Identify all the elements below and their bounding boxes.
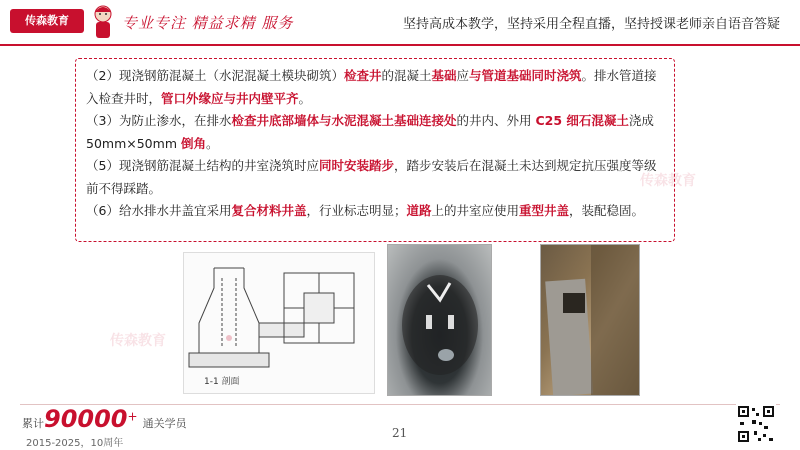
brand-logo — [10, 9, 84, 33]
highlight-text: 检查井 — [343, 68, 382, 83]
body-text: ，行业标志明显； — [306, 203, 407, 218]
qr-code-icon[interactable] — [736, 404, 776, 444]
header-tagline: 坚持高成本教学，坚持采用全程直播，坚持授课老师亲自语音答疑 — [402, 17, 780, 32]
anniversary-text: 2015-2025，10周年 — [26, 438, 124, 449]
header-bar — [0, 0, 800, 46]
drawing-caption: 1-1 剖面 — [204, 377, 240, 387]
body-text: 的混凝土 — [381, 68, 432, 83]
body-text: 的井内、外用 — [456, 113, 536, 128]
highlight-text: 同时安装踏步 — [318, 158, 394, 173]
body-text: 。 — [205, 135, 219, 151]
body-text: （5）现浇钢筋混凝土结构的井室浇筑时应 — [86, 158, 319, 173]
student-stats — [22, 405, 187, 433]
highlight-text: 检查井底部墙体与水泥混凝土基础连接处 — [231, 113, 457, 128]
highlight-text: 管口外缘应与井内壁平齐 — [161, 90, 299, 106]
body-text: 。 — [298, 90, 312, 106]
body-text: （3）为防止渗水，在排水 — [86, 113, 232, 128]
body-text: 上的井室应使用 — [431, 203, 520, 218]
body-text: 应 — [456, 68, 470, 83]
highlight-text: 道路 — [406, 203, 432, 218]
trench-pipe-photo — [540, 244, 640, 396]
highlight-text: 基础 — [431, 68, 457, 83]
paragraph-5 — [86, 155, 664, 200]
highlight-text: 倒角 — [180, 135, 206, 151]
stats-count: 90000 — [44, 405, 128, 433]
highlight-text: C25 细石混凝土 — [535, 113, 629, 128]
paragraph-6 — [86, 200, 664, 223]
watermark-logo: 传森教育 — [110, 333, 166, 349]
watermark-logo: 传森教育 — [640, 173, 696, 189]
body-text: ，踏步安装后在混凝土未达到规定抗压强度等级前不得踩踏。 — [86, 158, 657, 196]
manhole-section-drawing — [183, 252, 375, 394]
body-text: 。排水管道接入检查井时， — [86, 68, 657, 106]
stats-suffix: 通关学员 — [142, 417, 187, 430]
highlight-text: 重型井盖 — [519, 203, 570, 218]
stats-plus: + — [127, 409, 138, 424]
content-box — [75, 58, 675, 242]
body-text: ，装配稳固。 — [569, 203, 645, 218]
paragraph-2 — [86, 65, 664, 110]
stats-prefix: 累计 — [22, 417, 44, 430]
body-text: 浇成50mm×50mm — [86, 113, 654, 151]
paragraph-3 — [86, 110, 664, 155]
highlight-text: 复合材料井盖 — [231, 203, 307, 218]
mascot-icon — [88, 4, 118, 40]
body-text: （2）现浇钢筋混凝土（水泥混凝土模块砌筑） — [86, 68, 344, 83]
brand-slogan: 专业专注 精益求精 服务 — [122, 14, 294, 32]
body-text: （6）给水排水井盖宜采用 — [86, 203, 232, 218]
highlight-text: 与管道基础同时浇筑 — [469, 68, 582, 83]
page-number: 21 — [392, 426, 408, 440]
manhole-interior-photo — [387, 244, 492, 396]
logo-text: 传森教育 — [25, 14, 69, 27]
